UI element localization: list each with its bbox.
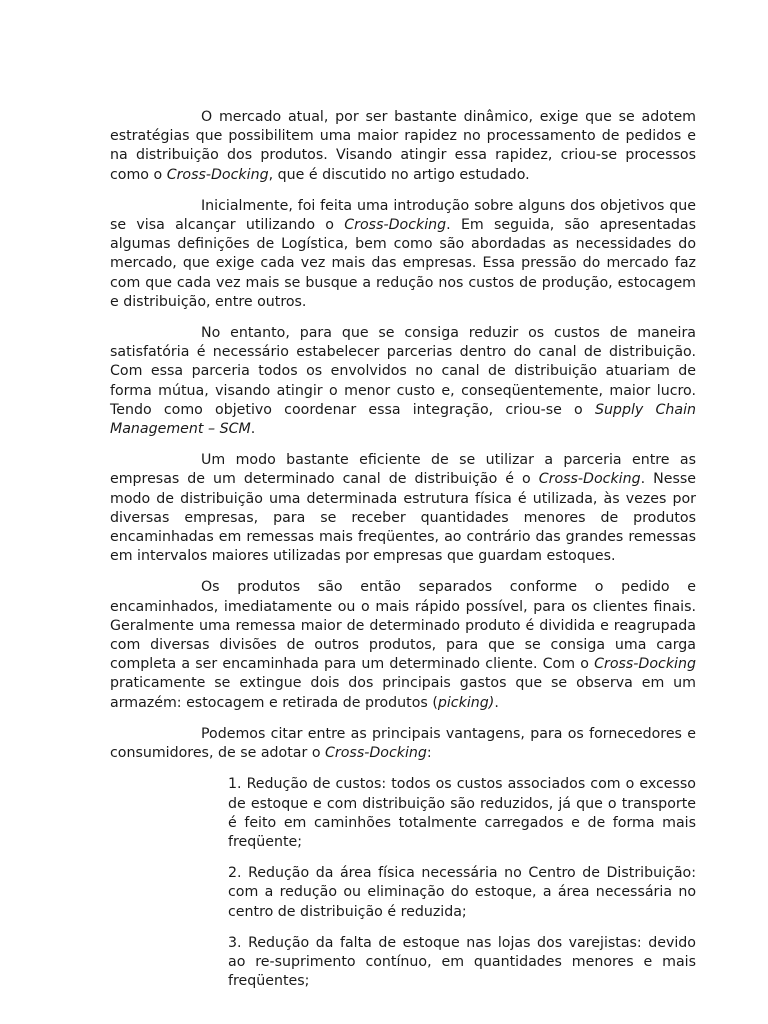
list-item: 3. Redução da falta de estoque nas lojas dos varejistas: devido ao re-suprimento contínuo, em quantidades menores e mais freqüentes; bbox=[228, 934, 696, 990]
paragraph-text: Inicialmente, foi feita uma introdução sobre alguns dos objetivos que se visa alcançar utilizando o bbox=[110, 197, 696, 234]
paragraph-text: . bbox=[494, 694, 499, 711]
paragraph-text: . bbox=[250, 421, 256, 438]
paragraph bbox=[110, 197, 696, 312]
italic-term: Cross-Docking bbox=[594, 656, 696, 673]
paragraph bbox=[110, 451, 696, 566]
italic-term: picking) bbox=[437, 694, 495, 711]
paragraph-text: Os produtos são então separados conforme o pedido e encaminhados, imediatamente ou o mais rápido possível, para os clientes finais. Geralmente uma remessa maior de determinado produto é dividida e reagrupada com diversas divisões de outros produtos, para que se consiga uma carga completa a ser encaminhada para um determinado cliente. Com o bbox=[110, 579, 696, 673]
paragraph-text: No entanto, para que se consiga reduzir os custos de maneira satisfatória é necessário estabelecer parcerias dentro do canal de distribuição. Com essa parceria todos os envolvidos no canal de distribuição atuariam de forma mútua, visando atingir o menor custo e, conseqüentemente, maior lucro. Tendo como objetivo coordenar essa integração, criou-se o bbox=[110, 325, 696, 418]
paragraph bbox=[110, 725, 696, 763]
paragraph-text: Um modo bastante eficiente de se utilizar a parceria entre as empresas de um determinado canal de distribuição é o bbox=[110, 452, 696, 488]
paragraph-text: O mercado atual, por ser bastante dinâmico, exige que se adotem estratégias que possibilitem uma maior rapidez no processamento de pedidos e na distribuição dos produtos. Visando atingir essa rapidez, criou-se processos como o bbox=[110, 109, 696, 183]
paragraph-text: : bbox=[426, 745, 432, 762]
paragraph-text: . Em seguida, são apresentadas algumas definições de Logística, bem como são abordadas as necessidades do mercado, que exige cada vez mais das empresas. Essa pressão do mercado faz com que cada vez mais se busque a redução nos custos de produção, estocagem e distribuição, entre outros. bbox=[110, 217, 697, 310]
italic-term: Cross-Docking bbox=[344, 217, 447, 234]
italic-term: Supply Chain Management – SCM bbox=[110, 401, 697, 438]
document-page bbox=[110, 108, 696, 1003]
italic-term: Cross-Docking bbox=[166, 166, 269, 183]
list-item: 2. Redução da área física necessária no Centro de Distribuição: com a redução ou eliminação do estoque, a área necessária no centro de distribuição é reduzida; bbox=[228, 865, 696, 920]
paragraph bbox=[110, 108, 696, 185]
paragraph-text: Podemos citar entre as principais vantagens, para os fornecedores e consumidores, de se adotar o bbox=[110, 725, 696, 762]
italic-term: Cross-Docking bbox=[325, 745, 427, 762]
paragraph bbox=[110, 578, 696, 712]
paragraph bbox=[110, 324, 696, 439]
list-item: 1. Redução de custos: todos os custos associados com o excesso de estoque e com distribuição são reduzidos, já que o transporte é feito em caminhões totalmente carregados e de forma mais freqüente; bbox=[228, 776, 696, 850]
paragraph-text: , que é discutido no artigo estudado. bbox=[268, 166, 530, 183]
paragraph-text: . Nesse modo de distribuição uma determinada estrutura física é utilizada, às vezes por diversas empresas, para se receber quantidades menores de produtos encaminhadas em remessas mais freqüentes, ao contrário das grandes remessas em intervalos maiores utilizadas por empresas que guardam estoques. bbox=[110, 471, 696, 565]
advantages-list bbox=[228, 775, 696, 991]
paragraph-text: praticamente se extingue dois dos principais gastos que se observa em um armazém: estocagem e retirada de produtos ( bbox=[110, 675, 696, 711]
body-text bbox=[110, 108, 696, 763]
italic-term: Cross-Docking bbox=[538, 471, 641, 488]
